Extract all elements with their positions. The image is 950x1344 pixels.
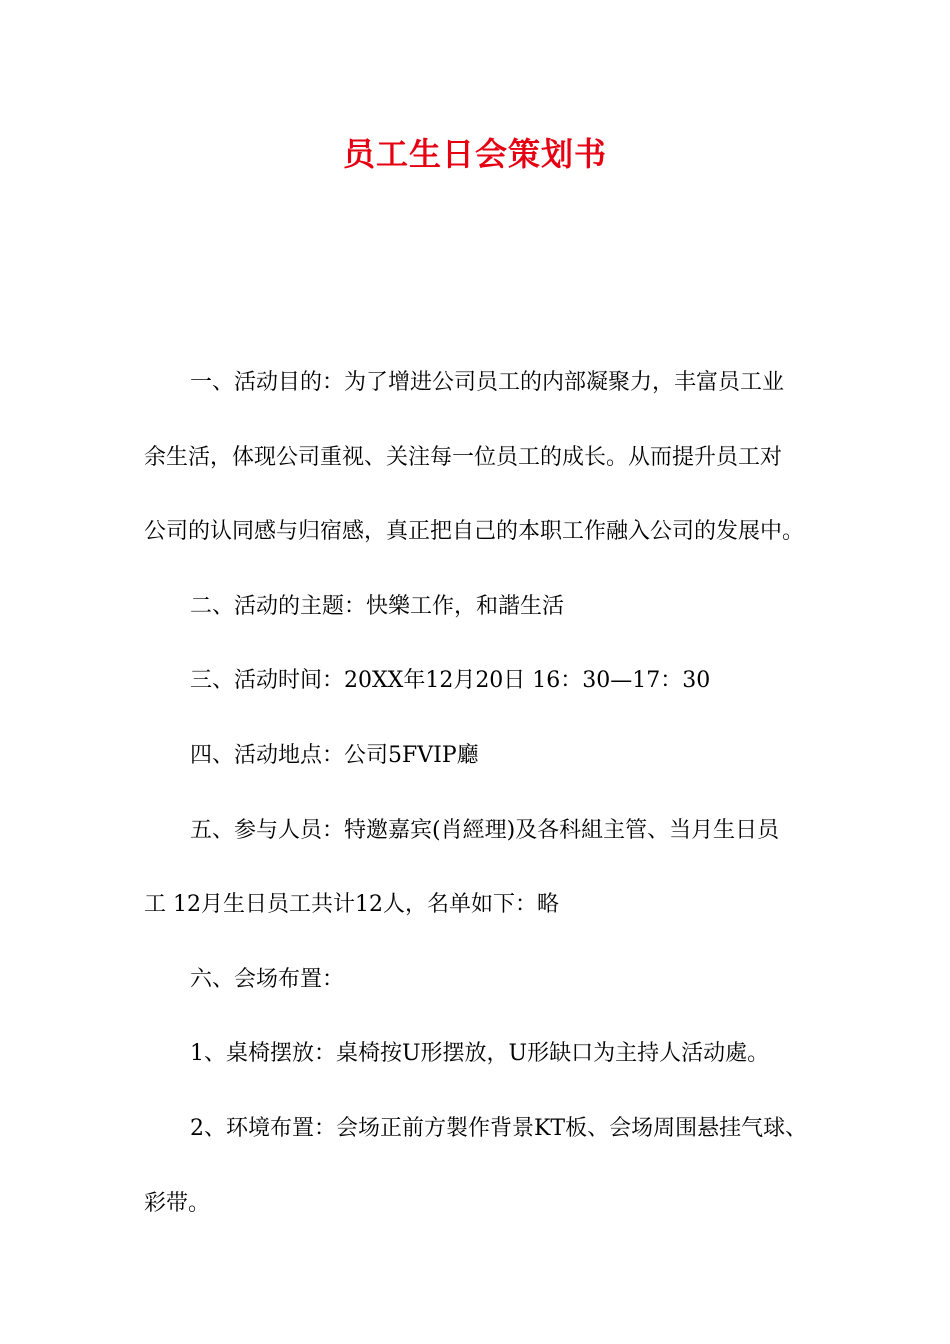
paragraph-line: 彩带。 [144,1190,211,1216]
document-body [144,346,824,1241]
paragraph-line: 工 12月生日员工共计12人，名单如下：略 [144,892,559,918]
paragraph-line: 余生活，体现公司重视、关注每一位员工的成长。从而提升员工对 [144,444,783,470]
paragraph-line: 六、会场布置： [190,966,345,992]
paragraph-line: 五、参与人员：特邀嘉宾(肖經理)及各科組主管、当月生日员 [190,817,780,843]
paragraph-line: 四、活动地点：公司5FVIP廳 [190,742,479,768]
document-title: 员工生日会策划书 [342,135,607,173]
paragraph-line: 三、活动时间：20XX年12月20日 16：30—17：30 [190,668,711,694]
paragraph-line: 一、活动目的：为了增进公司员工的内部凝聚力，丰富员工业 [190,370,785,395]
paragraph-line: 二、活动的主题：快樂工作，和諧生活 [190,593,565,619]
paragraph-line: 公司的认同感与归宿感，真正把自己的本职工作融入公司的发展中。 [144,519,805,545]
paragraph-line: 2、环境布置：会场正前方製作背景KT板、会场周围悬挂气球、 [190,1115,808,1141]
paragraph-line: 1、桌椅摆放：桌椅按U形摆放，U形缺口为主持人活动處。 [190,1041,770,1067]
